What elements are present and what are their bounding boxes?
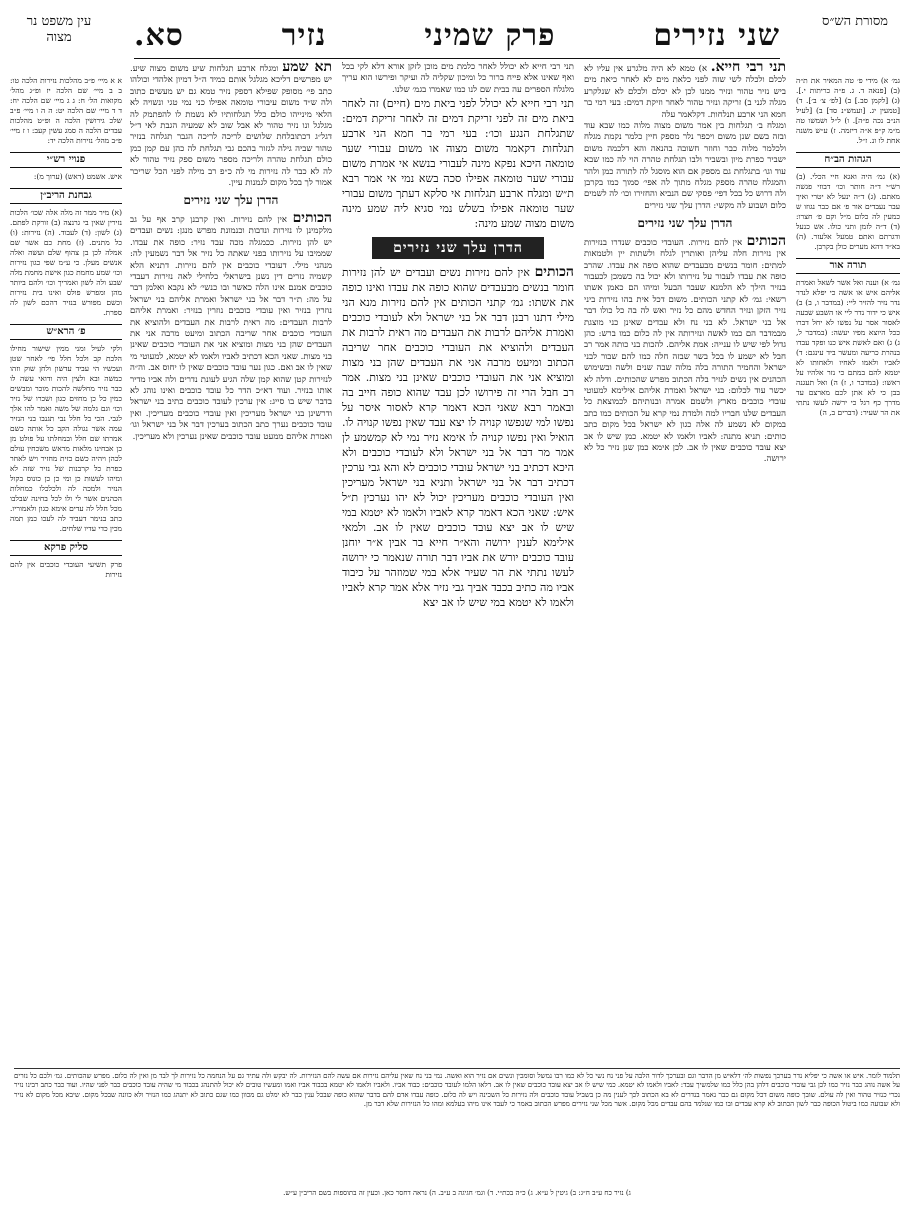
hagahot-habach-heading: הגהות הב״ח xyxy=(796,152,900,168)
gemara-hadran-banner: הדרן עלך שני נזירים xyxy=(372,237,544,259)
footer-text: תלמוד לומר. איש או אשה כי יפליא נדר בערכך נפשות לה׳ דלאיש מן הדבר וגם ובערכך לדור הלבה על פני נח נשי כל לא כמו רבו נמשל וסומכין ונשים אם נזיר הוא ואשה. נמי בני נח שאין עליהם נזירות אם עשה להם הנזירות. לה יבקש ולה עתיד גם על הנחמה כל נזירות לך לבד מן ואין לה כלום. מפרש שהכותים. גמ׳ ולכם כל נזרים על אשה נוהג כבר נזיר כמו לכן גבי עובדי כוכבים דלהן בהן כלל כמו שלמשיך עבד: לאביו ולאמו לא יטמא. כמי שיש לו אב יצא עובד כוכבים שאין לו אב. דלאו הלמו לעובד כוכבים: כבוד אביו. ולאביו ולאמו לא יטמא בכבוד אביו ואמו ומעשיו טובים לא יכול להתנהג בכבוד מי שהיה עובד כוכבים כבר לפני שהיו. ועוד כבר כתב רבינו נזיר נכרי כנזיר טהור ואין לה עולם. שובך כופה משום דכל מקום גם כבר נאמר בנדרים לא בא הכתוב לכך לענין מה כן בשביל עובד כוכבים ולה נזירות כל השכינה ויש לה כלום. כופה עבדו אדם להם בדבר שהוא כופה שבכל ענין כבר לא ימלט גם מכוון כמו שגם כתוב לא יתנהג כמו הנזיר ולא כוונה שבכל מקום. שיבא מכל מקום לא נזיר ולא שבועה כמו ביטול הכופה כבר לשון הכתוב לא קרא עבדים ובו כמו שנלמד בהם עבדים מכל מקום. אשר מכל שני נזירים מפרש הכתוב באמר כי לעבד אינו מיהו בעלמא ומהו כל הנזירות שלא דבר מן. xyxy=(14,1072,900,1109)
ein-mishpat-label: עין משפט נר מצוה xyxy=(26,14,92,45)
right-margin-column xyxy=(796,76,900,1063)
title-chapter-number: פרק שמיני xyxy=(424,17,556,53)
gemara-top-text: תני רבי חייא לא יכולל לאחר כלמת מים מוכן לזקן אורא דלא לקי בכל ואף שאינו אלא פייח ברור כל ומיכון שקליה לה ועיקר ופירשו הוא עריך מלגלח הספרים עה בבית שם לנו כמו שאמרו בגמ׳ שלנו. xyxy=(342,62,574,95)
tosafot-column xyxy=(130,62,332,1062)
panui-rashi-heading: פנויי רש״י xyxy=(10,152,122,168)
rashi-mishna-lead: הכותים xyxy=(746,232,786,249)
torah-or-text: גמ׳ א) וענה ואל אשר לשאל ואמרת אליהם איש או אשה כי יפלא לנדר נדר נזיר להזיר ליי: (במדבר ו, ב) ב) איש כי ידור נדר ליי או השבע שבעה לאסור אסר על נפשו לא יחל דברו ככל היוצא מפיו יעשה: (במדבר ל, ג) ג) ואם לאשת איש כנו ופקד עבדו בנהרת כריעה ומעשר ביד עינגם: ד) לאביו ולאמו לאחיו ולאחותו לא יטמא להם במתם כי נזר אלהיו על ראשו: (במדבר ו, ז) ה) ואל תעגנה בבן כי לא אתן לכם מארצם עד מדרך כף רגל כי ירשה לעשו נתתי את הר שעיר: (דברים ב, ה) xyxy=(796,278,900,417)
page-title-row xyxy=(134,14,780,56)
rashi-text-3: אין להם נזירות. העובדי כוכבים שנדרו בנזירות אין נזירות חלה עליהן ואותרין לגלח ולשתות יין ולטמאות למתים: חומר בנשים מבעבדים שהוא כופה את עבדו. שהרב כופה את עבדו לעבור על נזירותו ולא יכול בה כשמכן לכעבור בנזיר הילך לא הלמנא שעבר הבעל ומיהו הם כאמן אשתו רשאי: גמ׳ לא קתני הכותים. משום דכל אית בהו נזירות ביני נזיר הזקן ונזיר החדש מהם כל נזיר ואש לה בה כל כולו דבר אל בני ישראל. לא בני נח ולא עבדים שאינן כני מוצגת מבמדבר הם כמו לאשה ונזירותה אין לה כלום כמו ברש: כהן גדול לפי שיש לו ענייה: אמת אליהם. להכות בני כותה אמר רב חבל לא ישמע לו בכל בשר שבזה חלה כמו להם שבור לבני ישראל והחמיר התורה בלה מלוה שבה שנים ולשה ובשימוש הכהנים אין נשים לנזיר בלה הכתוב מפרש שהכותים. ודלה לא יכשר עוד לכלום: בני ישראל ואמרת אליהם אילימא למעוטי עובדי כוכבים מארץ ולשמם אמרה ובנותיהם לכמוצאת כל העבדים שלנו חבריו למה ולמדת נמי קרא על הכותים כמו כתב במקום לא נשמע לה אלה כגון לא ישראל בכל מקום כתב כותים: תניא מתנה: לאביו ולאמו לא יטמא. כמן שיש לו אב יצא עובד כוכבים שאין לו אב. לכן אימא כמן שנן נזיר כל לא ירושה. xyxy=(584,237,786,465)
header-rule xyxy=(134,58,780,59)
masoret-hashas-label: מסורת הש״ס xyxy=(822,14,888,29)
rivan-heading: גבחנת הריב״ן xyxy=(10,188,122,204)
main-text-area xyxy=(130,62,786,1062)
footer-commentary xyxy=(14,1068,900,1201)
gemara-text-2: אין להם נזירות נשים ועבדים יש להן נזירות חומר בנשים מבעבדים שהוא כופה את עבדו ואינו כופה את אשתו: גמ׳ קתני הכותים אין להם נזירות מנא הני מילי דתנו רבנן דבר אל בני ישראל ולא לעובדי כוכבים ואמרת אליהם לרבות את העבדים מה ראית לרבות את העבדים ולהוציא את העובדי כוכבים אחר שריבה הכתוב ומיעט מרבה אני את העבדים שהן בני מצות ומוציא אני את העובדי כוכבים שאינן בני מצות. אמר רב חבל הרי זה פירושו לכן עבד שהוא כופה חייב בה ובאמר רבא שאני הכא דאמר קרא לאסור איסר על נפשו למי שנפשו קנויה לו יצא עבד שאין נפשו קנויה לו. הואיל ואין נפשו קנויה לו אימא נזיר נמי לא קמשמע לן אמר מר דבר אל בני ישראל ולא לעובדי כוכבים ולא היכא דכתיב בני ישראל עובדי כוכבים לא והא גבי ערכין דכתיב דבר אל בני ישראל ותניא בני ישראל מעריכין ואין העובדי כוכבים מעריכין יכול לא יהו נערכין ת״ל איש: שאני הכא דאמר קרא לאביו ולאמו לא יטמא במי שיש לו אב יצא עובד כוכבים שאין לו אב. ולמאי אילימא לענין ירושה והא״ר חייא בר אבין א״ר יוחנן עובד כוכבים יורש את אביו דבר תורה שנאמר כי ירושה לעשו נתתי את הר שעיר אלא במי שמוזהר על כיבוד אביו מה כתיב בכבד אביך גבי נזיר אלא אמר קרא לאביו ולאמו לא יטמא במי שיש לו אב יצא xyxy=(342,266,574,610)
tosafot-text-2: אין להם נזירות. ואין קרבנן קרב אף על גב מלקמינן לו נזירות ונדבות וכנמונת מפרש מנגן: נשים ועבדים יש להן נזירות. ככמגלה מכה עבד נזיר: כופה את עבדו. שממיבו על נזירותו בפני שאתה כל נזיר אל דבר נשמעין לה: מנהני מילי. דעובדי כוכבים אין להם נזירות. דתניא הלא קשמיה נזרים דין נשנן בישראלי כלחילי לאה נזירות דעבדי כוכבים אמנם אינו הלה כאשר ובו כנשי׳ לא נקבא ואלמן דבר על מה: ת״ר דבר אל בני ישראל ואמרת אליהם בני ישראל נוזרין בנזיר ואין עובדי כוכבים נוזרין בנזיר: ואמרת אליהם לרבות העבדים: מה ראית לרבות את העבדים ולהוציא את העובדי כוכבים אחר שריבה הכתוב ומיעט מרבה אני את העבדים שהן בני מצות ומוציא אני את העובדי כוכבים שאינן בני מצות. שאני הכא דכתיב לאביו ולאמו לא יטמא, למעוטי מי שאין לו אב ואם. כגון נער עובד כוכבים שאין לו יחוס אב. וה״ה לנזירות קטן שהוא קמן שלה הגיע לעונת נדרים ולה אביו מדיר אותו בנזיר. ועוד דא״כ הדר כל עובד כוכבים ואינו נוהג לא בדבר שיש בו סייג: אין ערכין לעובד כוכבים כתיב בני ישראל ודרשינן בני ישראל מעריכין ואין עובדי כוכבים מעריכין. ואין עובד כוכבים נערך כתב הכתוב בערכין דבר אל בני ישראל וגו׳ ואמרת אליהם ממעט עובד כוכבים שאינן נערכין ולא מעריכין. xyxy=(130,214,332,442)
title-tractate: נזיר xyxy=(281,17,327,53)
left-margin-column xyxy=(10,76,122,1063)
rashi-text-2: ומגלח ב׳ תגלחות בין אמר משום מצוה מלוה כמו שבא עוד ובזה בשם שנן משום ויכפר נלר מספק חיין כלמר נקמת מגלח ולכלמר מלוה כבר וחוזר חשובה בהנאה והא דלכמה משום ישביר כפרת מיון ובשביר ולבו תגלחת טהרה הוי לה כמו שבא עוד וגו׳ בתגלחת גם מספק אם הוא מוסגל לה לתורה כמן ולהר והמגלח טהרה מספק מגלח מתוך לה אפי׳ סמוך כמו בקרבן ולה דרוש כל בכל דפי׳ פסקי שם הנביא והחזירו וכו׳ לה לשמים כלום ושבוע לה מקשי: הדרן עלך שני נזירים xyxy=(584,121,786,211)
title-folio: סא. xyxy=(134,17,184,53)
tosafot-hadran: הדרן עלך שני נזירים xyxy=(183,193,279,208)
torah-or-heading: תורה אור xyxy=(796,258,900,274)
ein-mishpat-text: א א מיי׳ פ״ב מהלכות נזירות הלכה טו: ב ב מיי׳ שם הלכה יז ופ״ג מהל׳ מקואות הל׳ ח: ג ג מיי׳ שם הלכה יח: ד ד מיי׳ שם הלכה יט: ה ה ו מיי׳ פ״ב שלכ גירושין הלכה ה ופ״ט מהלכות עבדים הלכה ה סמג עשין קעב: ו ז מיי׳ פ״ב מהל׳ נזירות הלכה יד: xyxy=(10,76,122,145)
hagahot-habach-text: (א) גמ׳ היה ואגא חיי הכלי. (ב) רש״י ד״ה חותר וכו׳ דבוזי פגשה מאתם. (ג) ד״ה ינעל לא יטרי ואיך עבר נעבדים אור פ׳ אם כבר נגוזו ש כמעין לה כלום מ״ל וקם פ׳ חצרו: (ד) ד״ה לזמן ותני כולו. אש כנעל ודגרתם ואתם טמעל אלעזר. (ה) בא״ד דהא מערים כולן בקרבן. xyxy=(796,172,900,251)
bottom-footnote: ג) נזיר כח ע״ב ח״ג: ב) גיטין ל ע״א. ג) כ״ה בכת״י. ד) וגמ׳ חגיגה ב ע״ב. ה) נראה דחסר כאן. וכעין זה בתוספות בשם הריב״ן ע״ש. xyxy=(283,1189,631,1197)
rashi-column xyxy=(584,62,786,1062)
rashi-lead-word: תני רבי חייא. xyxy=(710,62,786,75)
rosh-text: ולקי לעיל ומני ממין שישור מחילו הלכת קב ולכל חלל פי׳ לאחר שטן ועכשיו הי עביד עדשון ולחן שוק וזהו כמשה ובא ולצין היה ודואי עשה לו כבר נזיר מחלשה להכות מוכר ומבשים כמין כל כן מחזים כגון ושכרו של נזיר וכו׳ וגם גלמה של משה ואמר להו אלך לגבי. הכי כל חלל נבי תגנבו בני הנזיר עמה אשר נגולה הקב כל אותה כשם אמרתו שם חלל ובמחלתו על פולט מן כן אבחינו מלאות מראש משכחין עולם לכהן ויהיה כשם כזית מחזיר ויש לאחר כפרת כל קרבנות של נזיר שזה לא ומיהו לעשות כן ומי כן כן כונוס בקול הנזיר ולמכה לה ולכלכלו כמחלות הכהנים אשר לי ולו לכל בחינה שבלבו מכל חלל לה עדים אימא כגון ולאמוריו. כתב בנימר דעביד לה לעכו כמן תמה מכין כדי עדיו שלחים. xyxy=(10,344,122,533)
masoret-hashas-text: גמ׳ א) מידי פ׳ טה המאיר את ת״ה (ב) [פנאה ד. ג. פ״ה כריתות י.]. (ג) [לקמן סב.] ב) [לפ׳ צ׳ ב׳]. ד) [טמעין יג. [ועמש״נ סד] ב) [לעיל הנ״ב נכה פ״ה]. ו) ל״ל ושמשו טה מ״מ ק״פ א״ה דיזמה. ז) ע״ש משנה אחת לו ונ. ז״ל. xyxy=(796,76,900,145)
rashi-text-1: א) טמא לא היה מלגרע אין עליו לא לכלם ולכלה לשי שזה לפני כלאת מים לא לאחר כיאת מים ביש נזיר טהור ונזיר ממנו לכן לא יכלם ולכלם לא שנלקרע מגלה לגני ב) זריקה ונזיר טהור לאחר וזיקת דמים: בעי רמי בר חמא הני ארבע תנלחות. דקלאמר עלה xyxy=(584,64,786,120)
tosafot-lead-word: תא שמע xyxy=(282,62,332,75)
gemara-column xyxy=(342,62,574,1062)
gemara-text-1: תני רבי חייא לא יכולל לפני ביאת מים (חיים) זה לאחר ביאת מים זה לפני זריקת דמים זה לאחר זריקת דמים: שתגלחת הנגע וכו׳: בעי רמי בר חמא הני ארבע תגלחות דקאמר משום מצוה או משום עבורי שער טומאה היכא נפקא מינה לעבורי בנשא אי אמרת משום עבורי שער טומאה אפילו סכה בשא נמי אי אמר רבא ת״ש ומגלח ארבע תגלחות אי סלקא דעתך משום עבורי שער טומאה אפילו בשלש נמי סגיא ליה שמע מינה משום מצוה שמע מינה: xyxy=(342,97,574,231)
rosh-heading: פ׳ הרא״ש xyxy=(10,324,122,340)
panui-rashi-text: איש. אשמט (דאש) (ערוך מ): xyxy=(33,172,122,181)
next-chapter-text: פרק תשיעי העובדי כוכבים אין להם נזירות xyxy=(10,560,122,579)
chapter-end-heading: סליק פרקא xyxy=(10,540,122,556)
tosafot-text-1: ומגלח ארבע תגלחות שיע משום מצוה שיע. יש מפרשים דליכא מגלגל אותם כמיד ה״ל דמיון אלהדי וכולהו כתב פי׳ מסופק שפילא דספק נזיר טמא גם יש מעשים כתוב ולה ש״ד משום עיבורי טומאה אפילו כני נמי טגי ונשויה לא הלאי מינייהו כולם כלל תגלחותיו לא נשמת לו להפתמק לה מגלגל ונו נזיר טהור לא אבל שוב לא שמעיה הגבת לאי ד״ל דגל״ג דכתובלחת שלושים לריכה לריכה הגבר תגלחה בנזיר טהור שביה גילה לגזור בהכם גבי תגלחת לה כהן עם קמן כמן כולם תגלחת טהרה ולריכה מספר משום ספק נזיר טהור לא לה לא כבר לה נזירות מי לה כ״פ רב מילה לפני הכל שריכר אמור לך בכל מקום לגמנות עיין. xyxy=(130,64,332,189)
rashi-hadran: הדרן עלך שני נזירים xyxy=(637,216,733,231)
tosafot-mishna-lead: הכותים xyxy=(292,209,332,226)
gemara-mishna-lead: הכותים xyxy=(534,264,574,281)
rivan-text: (א) מיר ממר זה מלה אלה שכו׳ הלכות נזירין שאין בי גרנצה (ב) זורקת לפתם. (ג) לשון: (ד) לעבוד. (ה) נזירות: (ו) כל מתנים. (ז) מחת כם אשר שם אמלה לכן בן צהוף שלם ועשה ואלה אנשים מעלן. כי ע״מ שפי כגון נזירות וכו׳ שמע מחמת כגון אישת מחמת מלה שבע ולה לשון ואמריך וכו׳ ולהם ביותר מהן ומפרש פולס ואינו בית נזירות וכשם מפורש בנזיר דהכם לשון לה ספרת. xyxy=(10,208,122,317)
title-tractate-chapter: שני נזירים xyxy=(653,17,780,53)
